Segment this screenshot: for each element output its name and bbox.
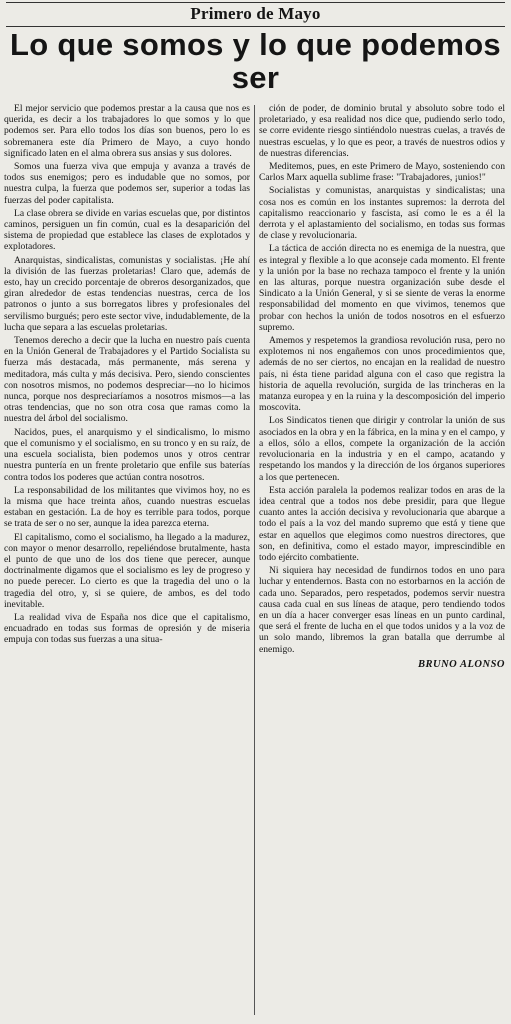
- paragraph: Somos una fuerza viva que empuja y avanza a través de todos sus enemigos; pero es indudable que no somos, por nuestra culpa, la fuerza que podemos ser, superior a todas las fuerzas del poder capitalista.: [4, 161, 250, 206]
- paragraph: La responsabilidad de los militantes que vivimos hoy, no es la misma que hace treinta años, cuando nuestras escuelas estaban en gestación. La de hoy es terrible para todos, porque se trata de ser o no ser, aunque la idea parezca eterna.: [4, 484, 250, 530]
- paragraph: ción de poder, de dominio brutal y absoluto sobre todo el proletariado, y esa realidad nos dice que, pudiendo serlo todo, se corre evidente riesgo sintiéndolo nuestras cuelas, a través de nuestras escuelas, y lo que es peor, a través de nuestros odios y de nuestras diferencias.: [259, 103, 505, 159]
- paragraph: Los Sindicatos tienen que dirigir y controlar la unión de sus asociados en la obra y en la fábrica, en la mina y en el campo, y a ellos, sólo a ellos, compete la organización de la acción revolucionaria en la industria y en el campo, acatando y respetando los mandos y la dirección de los órganos superiores a los que pertenecen.: [259, 415, 505, 483]
- article-body: [4, 103, 507, 1021]
- column-divider: [254, 105, 255, 1015]
- author-byline: BRUNO ALONSO: [418, 658, 505, 670]
- paragraph: El mejor servicio que podemos prestar a la causa que nos es querida, es decir a los trabajadores lo que somos y lo que podemos ser. Para ello todos los días son buenos, pero lo es sobremanera este día Primero de Mayo, a cuyo hondo significado laten en el alma obrera sus ansias y sus dolores.: [4, 103, 250, 159]
- paragraph: Tenemos derecho a decir que la lucha en nuestro país cuenta en la Unión General de Trabajadores y el Partido Socialista su fuerza más destacada, más permanente, más serena y meditadora, más culta y más decisiva. Pero, siendo conscientes con nosotros mismos, no podemos despreciar—no lo hicimos nunca, porque nos despreciaríamos a nosotros mismos—a las otras tendencias, que no son otra cosa que ramas como la nuestra del árbol del socialismo.: [4, 335, 250, 425]
- paragraph: Anarquistas, sindicalistas, comunistas y socialistas. ¡He ahí la división de las fuerzas proletarias! Claro que, además de esto, hay un crecido porcentaje de obreros desorganizados, que giran alrededor de estas tendencias nuestras, cerca de los patronos o junto a sus borregatos libres y profesionales del servilismo burgués; pero este sector vive, indudablemente, de la lucha que separa a las escuelas proletarias.: [4, 254, 250, 333]
- paragraph: Ni siquiera hay necesidad de fundirnos todos en uno para luchar y entendernos. Basta con no estorbarnos en la acción de cada uno. Separados, pero respetados, podemos servir nuestra causa cada cual en sus líneas de ataque, pero tendiendo todos en un día a hacer converger esas líneas en un punto cardinal, que será el frente de lucha en el que todos unidos y a la voz de un solo mando, libremos la gran batalla que derrumbe al enemigo.: [259, 565, 505, 655]
- paragraph: La realidad viva de España nos dice que el capitalismo, encuadrado en todas sus formas de opresión y de miseria empuja con todas sus fuerzas a una situa-: [4, 611, 250, 646]
- article-headline: Lo que somos y lo que podemos ser: [10, 27, 501, 95]
- top-rule: [6, 2, 505, 3]
- paragraph: Meditemos, pues, en este Primero de Mayo, sosteniendo con Carlos Marx aquella sublime frase: "Trabajadores, ¡unios!": [259, 161, 505, 184]
- paragraph: Socialistas y comunistas, anarquistas y sindicalistas; una cosa nos es común en los instantes supremos: la derrota del capitalismo reaccionario y fascista, así como le es a él la derrota y el aplastamiento del socialismo, en todas sus formas de clase y revolucionaria.: [259, 185, 505, 242]
- paragraph: La clase obrera se divide en varias escuelas que, por distintos caminos, persiguen un fin común, cual es la desaparición del sistema de propiedad que establece las clases de explotados y explotadores.: [4, 207, 250, 253]
- paragraph: Amemos y respetemos la grandiosa revolución rusa, pero no explotemos ni nos engañemos con unos procedimientos que, además de no ser ciertos, no encajan en la realidad de nuestro país, ni ésta tiene paridad alguna con el caso que registra la historia de aquella revolución, surgida de las trincheras en la matanza europea y en la ruina y la descomposición del imperio moscovita.: [259, 335, 505, 414]
- paragraph: Esta acción paralela la podemos realizar todos en aras de la idea central que a todos nos debe presidir, para que llegue cuanto antes la acción decisiva y revolucionaria que abarque a todo el país a la voz del mando supremo que está y tiene que estar en aquellos que elegimos como nuestros directores, que son, en definitiva, como el estado mayor, imprescindible en todo ejército combatiente.: [259, 484, 505, 563]
- paragraph: La táctica de acción directa no es enemiga de la nuestra, que es integral y flexible a lo que aconseje cada momento. El frente y la unión por la base no rechaza tampoco el frente y la unión en las alturas, porque nuestra organización sube desde el Sindicato a la Unión General, y si se siente de veras la enorme responsabilidad del momento en que vivimos, tenemos que probar con hechos la unión de todos nosotros en el esfuerzo supremo.: [259, 243, 505, 333]
- paragraph: El capitalismo, como el socialismo, ha llegado a la madurez, con mayor o menor desarrollo, repeliéndose brutalmente, hasta el punto de que uno de los dos tiene que perecer, aunque doctrinalmente digamos que el socialismo es ley de progreso y no puede perecer. Lo cierto es que la tragedia del uno o la tragedia del otro, y, si se quiere, de ambos, es del todo inevitable.: [4, 531, 250, 610]
- right-column: [259, 103, 505, 1021]
- section-title: Primero de Mayo: [190, 4, 321, 23]
- paragraph: Nacidos, pues, el anarquismo y el sindicalismo, lo mismo que el comunismo y el socialismo, en su tronco y en su raíz, de una escuela socialista, bien podemos unos y otros centrar nuestra puntería en un frente proletario que enfile sus baterías contra todos los poderes que actúan contra nosotros.: [4, 426, 250, 483]
- left-column: [4, 103, 250, 1021]
